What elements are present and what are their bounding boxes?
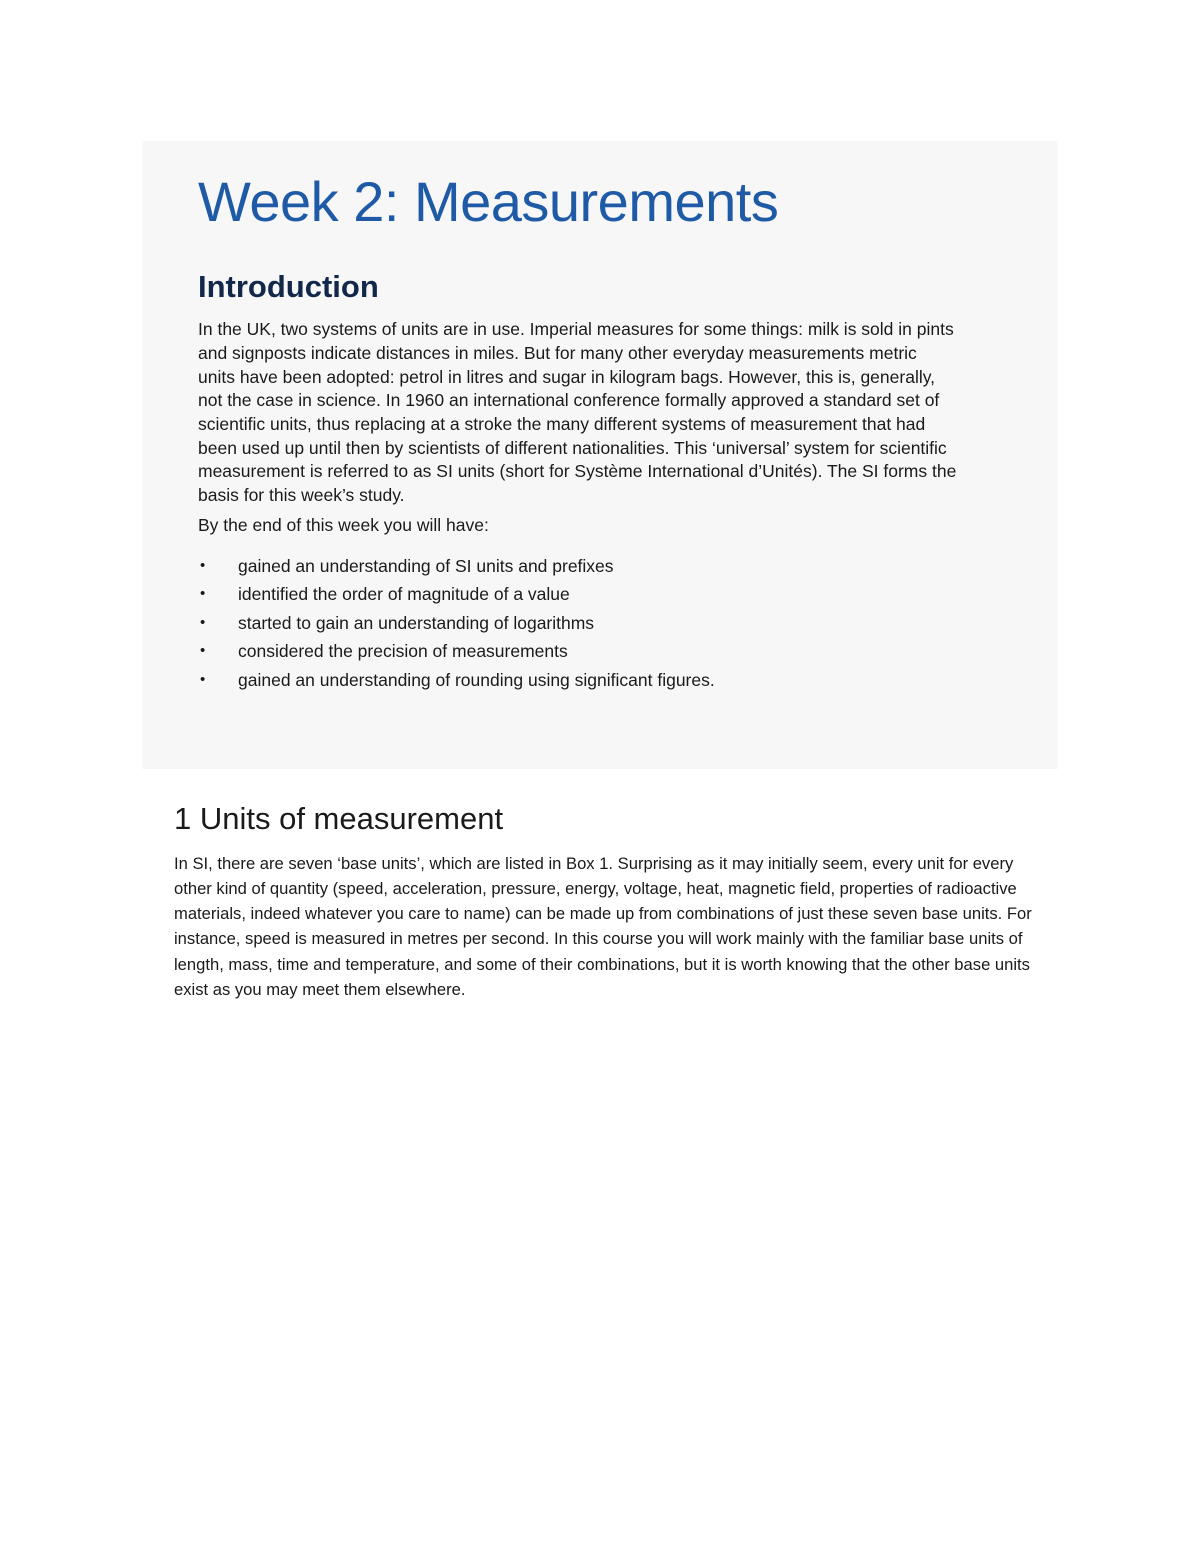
section-heading: 1 Units of measurement <box>174 801 504 836</box>
objective-item <box>198 609 1002 638</box>
intro-heading: Introduction <box>198 268 379 304</box>
objective-item <box>198 666 1002 695</box>
bullet-icon: • <box>200 585 206 603</box>
units-section <box>174 800 1044 1002</box>
bullet-icon: • <box>200 670 206 688</box>
section-paragraph: In SI, there are seven ‘base units’, which are listed in Box 1. Surprising as it may initially seem, every unit for every other kind of quantity (speed, acceleration, pressure, energy, voltage, heat, magnetic field, properties of radioactive materials, indeed whatever you care to name) can be made up from combinations of just these seven base units. For instance, speed is measured in metres per second. In this course you will work mainly with the familiar base units of length, mass, time and temperature, and some of their combinations, but it is worth knowing that the other base units exist as you may meet them elsewhere. <box>174 854 1032 999</box>
objective-item <box>198 637 1002 666</box>
intro-paragraph: In the UK, two systems of units are in use. Imperial measures for some things: milk is sold in pints and signposts indicate distances in miles. But for many other everyday measurements metric units have been adopted: petrol in litres and sugar in kilogram bags. However, this is, generally, not the case in science. In 1960 an international conference formally approved a standard set of scientific units, thus replacing at a stroke the many different systems of measurement that had been used up until then by scientists of different nationalities. This ‘universal’ system for scientific measurement is referred to as SI units (short for Système International d’Unités). The SI forms the basis for this week’s study. <box>198 319 957 506</box>
page-title: Week 2: Measurements <box>198 170 779 233</box>
objective-text: gained an understanding of SI units and prefixes <box>238 555 614 576</box>
objectives-lead-in: By the end of this week you will have: <box>198 514 489 535</box>
bullet-icon: • <box>200 642 206 660</box>
intro-panel <box>142 141 1058 769</box>
objective-item <box>198 580 1002 609</box>
objective-text: identified the order of magnitude of a value <box>238 584 570 605</box>
objective-text: considered the precision of measurements <box>238 641 568 662</box>
objective-item <box>198 552 1002 581</box>
bullet-icon: • <box>200 556 206 574</box>
objective-text: started to gain an understanding of logarithms <box>238 612 595 633</box>
objectives-list <box>198 552 1002 695</box>
objective-text: gained an understanding of rounding using significant figures. <box>238 669 715 690</box>
bullet-icon: • <box>200 613 206 631</box>
